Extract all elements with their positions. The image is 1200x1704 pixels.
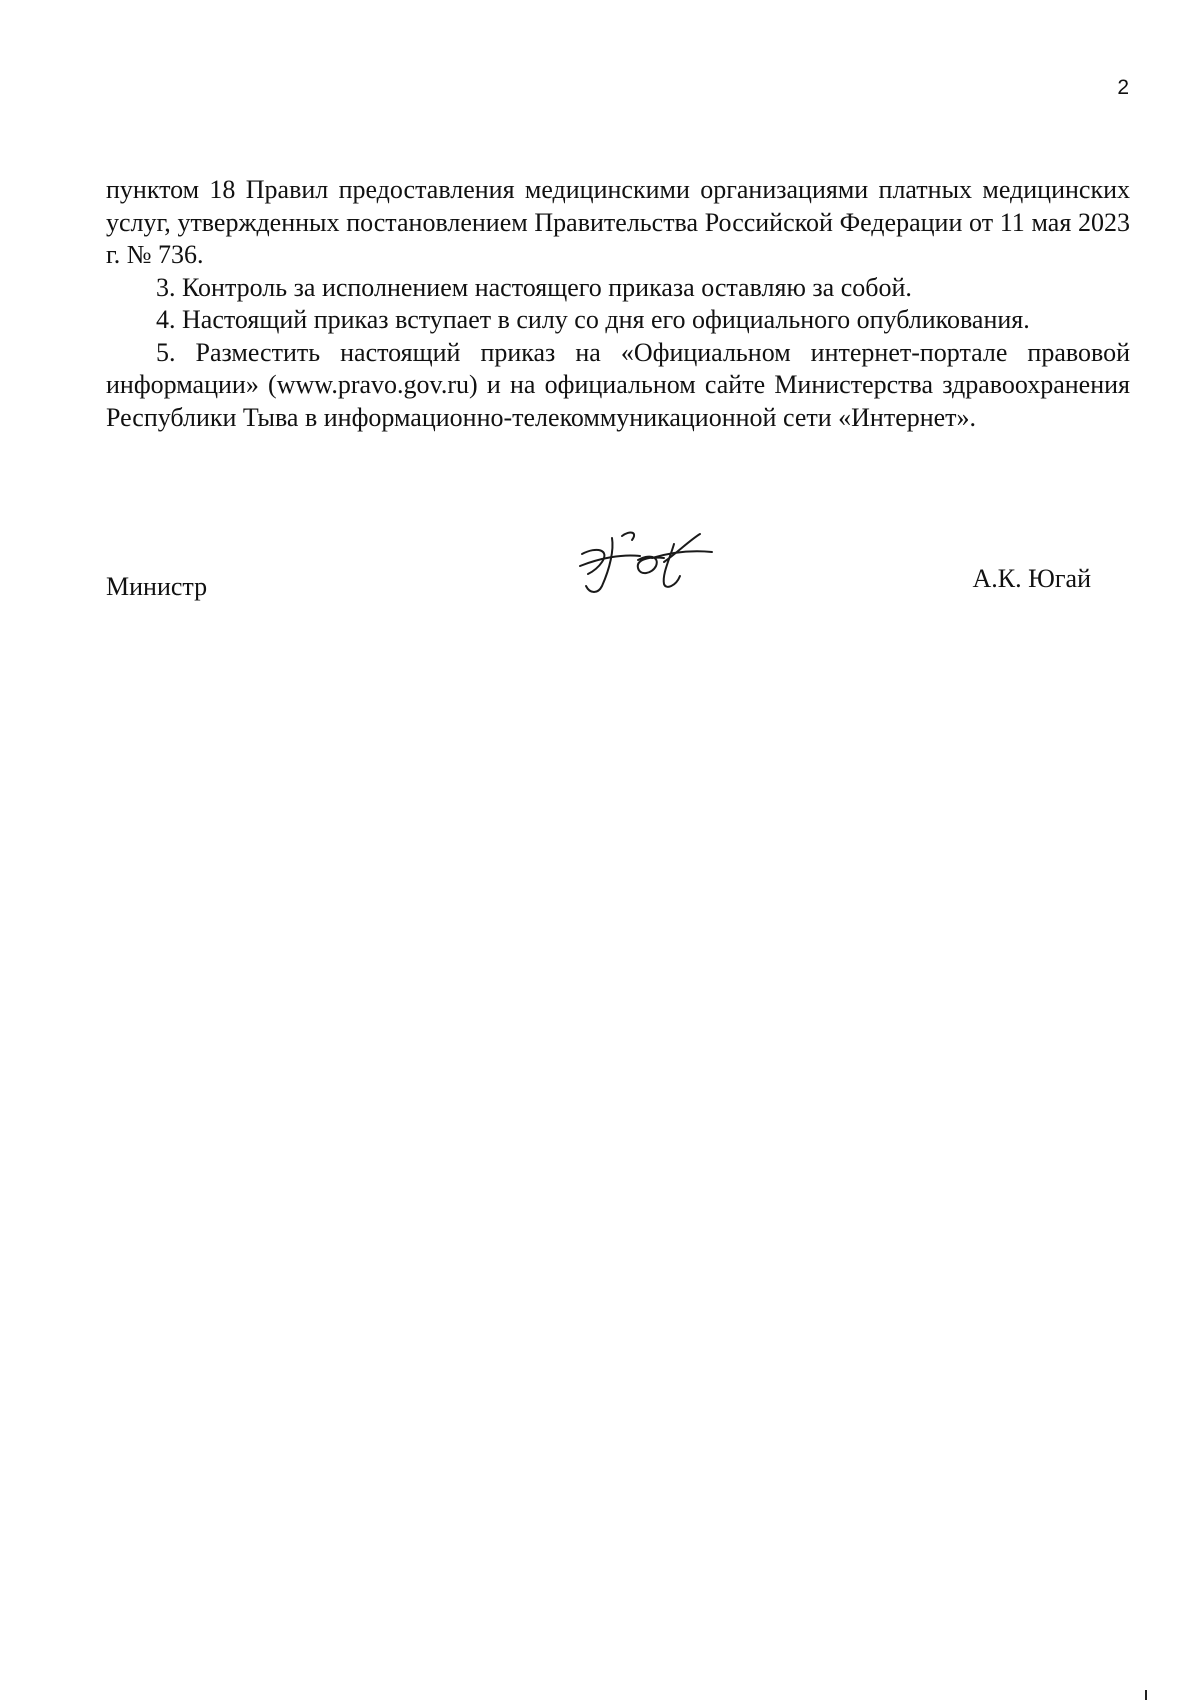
paragraph-item-4: 4. Настоящий приказ вступает в силу со дня его официального опубликования. bbox=[156, 305, 1030, 334]
signer-title: Министр bbox=[106, 572, 208, 601]
document-body bbox=[106, 174, 1130, 434]
signature-block bbox=[106, 528, 1091, 608]
paragraph-continuation: пунктом 18 Правил предоставления медицинскими организациями платных медицинских услуг, утвержденных постановлением Правительства Российской Федерации от 11 мая 2023 г. № 736. bbox=[106, 175, 1130, 269]
page-number: 2 bbox=[1117, 76, 1129, 99]
paragraph-item-3: 3. Контроль за исполнением настоящего приказа оставляю за собой. bbox=[156, 272, 912, 302]
signer-name: А.К. Югай bbox=[972, 564, 1091, 593]
scan-edge-mark bbox=[1145, 1690, 1147, 1700]
paragraph-item-5: 5. Разместить настоящий приказ на «Официальном интернет-портале правовой информации» (www.pravo.gov.ru) и на официальном сайте Министерства здравоохранения Республики Тыва в информационно-телекоммуникационной сети «Интернет». bbox=[106, 337, 1130, 432]
handwritten-signature bbox=[552, 528, 802, 608]
